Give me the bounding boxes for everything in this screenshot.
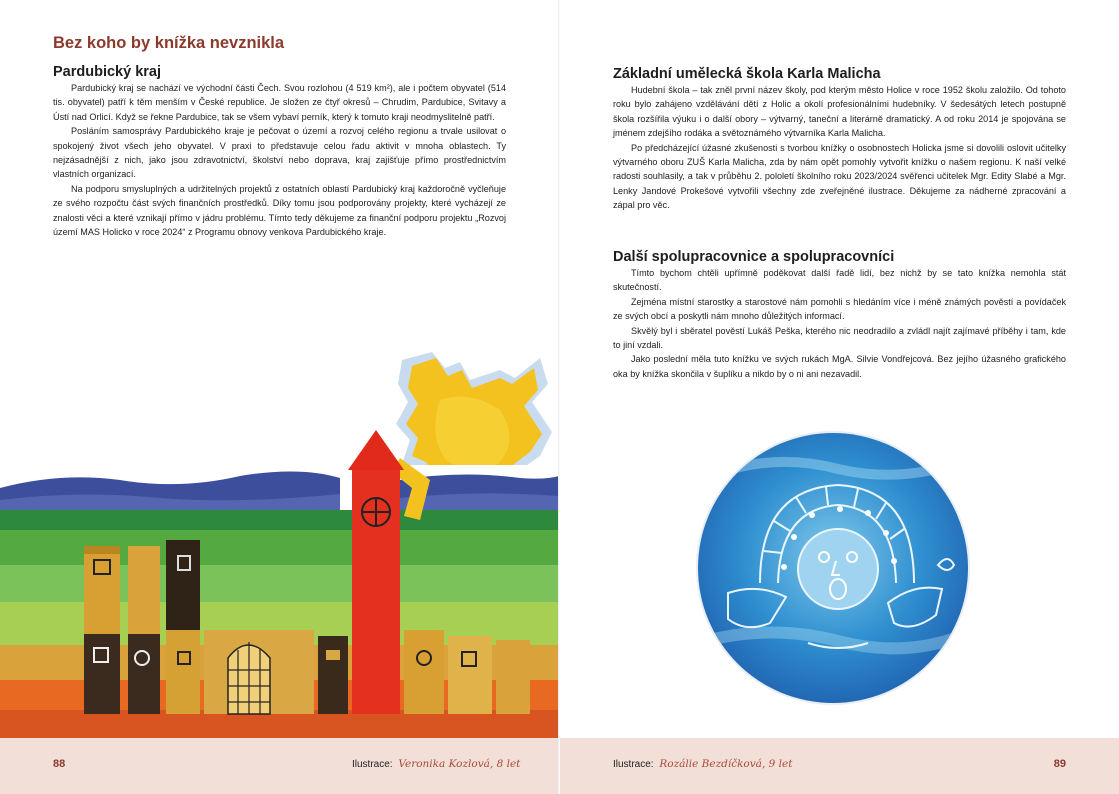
credit-label: Ilustrace: [352,759,393,770]
paragraph: Tímto bychom chtěli upřímně poděkovat další řadě lidí, bez nichž by se tato knížka nemohla stát skutečností. [613,268,1066,293]
page-number: 89 [1053,758,1066,770]
paragraph: Na podporu smysluplných a udržitelných projektů z ostatních oblastí Pardubický kraj každoročně vyčleňuje ze svého rozpočtu část svých finančních prostředků. Díky tomu jsou podporovány projekty, které vycházejí ze znalosti věci a které vznikají přímo v jádru problému. Tímto tedy děkujeme za finanční podporu projektu „Rozvoj území MAS Holicko v roce 2024“ z Programu obnovy venkova Pardubického kraje. [53,183,506,238]
credit-artist: Rozálie Bezdíčková, 9 let [659,758,793,770]
section-title-collaborators: Další spolupracovnice a spolupracovníci [613,249,895,265]
paragraph: Jako poslední měla tuto knížku ve svých rukách MgA. Silvie Vondřejcová. Bez jejího úžasného grafického oka by knížka skončila v šuplíku a nikdo by o ni ani nezavadil. [613,354,1066,379]
left-page [0,0,559,794]
section-title-pardubicky-kraj: Pardubický kraj [53,64,161,80]
section-body-collaborators [613,266,1066,381]
illustration-credit [613,758,792,770]
section-body-pardubicky-kraj [53,81,506,239]
section-body-zus [613,83,1066,213]
footer-right [560,738,1119,794]
credit-artist: Veronika Kozlová, 8 let [398,758,521,770]
right-page [560,0,1119,794]
town-illustration [0,340,559,738]
chapter-title: Bez koho by knížka nevznikla [53,34,285,52]
section-title-zus: Základní umělecká škola Karla Malicha [613,66,881,82]
credit-label: Ilustrace: [613,759,654,770]
paragraph: Pardubický kraj se nachází ve východní části Čech. Svou rozlohou (4 519 km²), ale i počtem obyvatel (514 tis. obyvatel) patří k těm menším v České republice. Je složen ze čtyř okresů – Chrudim, Pardubice, Svitavy a Ústí nad Orlicí. Když se řekne Pardubice, tak se všem vybaví perník, který k tomuto kraji neodmyslitelně patří. [53,83,506,122]
page-number: 88 [53,758,66,770]
footer-left [0,738,559,794]
round-illustration [698,433,968,703]
paragraph: Zejména místní starostky a starostové nám pomohli s hledáním více i méně známých pověstí a povídaček ze svých obcí a poskytli nám mnoho důležitých informací. [613,296,1066,322]
paragraph: Posláním samosprávy Pardubického kraje je pečovat o území a rozvoj celého regionu a trvale usilovat o spokojený život všech jeho obyvatel. V praxi to představuje celou řadu aktivit v mnoha oblastech. Ty nejzásadnější z nich, jako jsou zdravotnictví, školství nebo doprava, kraj zajišťuje přímo prostřednictvím vlastních organizací. [53,126,506,180]
illustration-credit [352,758,520,770]
paragraph: Po předcházející úžasné zkušenosti s tvorbou knížky o osobnostech Holicka jsme si dovolili oslovit učitelky výtvarného oboru ZUŠ Karla Malicha, zda by nám opět pomohly vytvořit knížku o našem regionu. K naší velké radosti souhlasily, a tak v průběhu 2. pololetí školního roku 2023/2024 svěřenci učitelek Mgr. Edity Slabé a Mgr. Lenky Jandové Prokešové vytvořili všechny zde zveřejněné ilustrace. Děkujeme za nádherné zpracování a zápal pro věc. [613,142,1066,211]
paragraph: Skvělý byl i sběratel pověstí Lukáš Peška, kterého nic neodradilo a zvládl najít zajímavé příběhy i tam, kde to jiní vzdali. [613,325,1066,351]
paragraph: Hudební škola – tak zněl první název školy, pod kterým město Holice v roce 1952 školu založilo. Od tohoto roku bylo zahájeno vzdělávání dětí z Holic a okolí profesionálními hudebníky. V šedesátých letech postupně škola rozšířila výuku i o další obory – výtvarný, taneční a literárně dramatický. A od roku 2014 je spojována se jménem zdejšího rodáka a světoznámého výtvarníka Karla Malicha. [613,85,1066,139]
